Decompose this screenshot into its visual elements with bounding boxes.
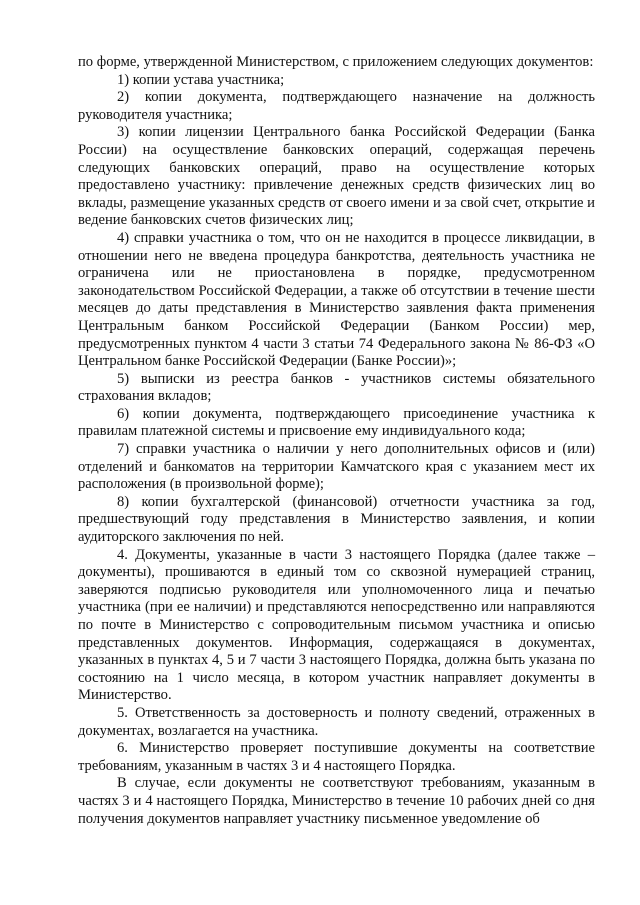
clause-4-documents: 4. Документы, указанные в части 3 настоящего Порядка (далее также – документы), прошиваются в единый том со сквозной нумерацией страниц, заверяются подписью руководителя или уполномоченного лица и печатью участника (при ее наличии) и представляются непосредственно или направляются по почте в Министерство с сопроводительным письмом участника и описью представленных документов. Информация, содержащаяся в документах, указанных в пунктах 4, 5 и 7 части 3 настоящего Порядка, должна быть указана по состоянию на 1 число месяца, в котором участник направляет документы в Министерство. bbox=[78, 546, 595, 704]
list-item-appointment-document: 2) копии документа, подтверждающего назначение на должность руководителя участника; bbox=[78, 89, 595, 123]
list-item-liquidation-certificate: 4) справки участника о том, что он не находится в процессе ликвидации, в отношении него не введена процедура банкротства, деятельность участника не ограничена или не приостановлена в порядке, предусмотренном законодательством Российской Федерации, а также об отсутствии в течение шести месяцев до даты представления в Министерство заявления факта применения Центральным банком Российской Федерации (Банком России) мер, предусмотренных пунктом 4 части 3 статьи 74 Федерального закона № 86-ФЗ «О Центральном банке Российской Федерации (Банке России)»; bbox=[78, 229, 595, 370]
list-item-payment-system-document: 6) копии документа, подтверждающего присоединение участника к правилам платежной системы и присвоение ему индивидуального кода; bbox=[78, 405, 595, 440]
clause-5-responsibility: 5. Ответственность за достоверность и полноту сведений, отраженных в документах, возлагается на участника. bbox=[78, 704, 595, 739]
list-item-financial-statements: 8) копии бухгалтерской (финансовой) отчетности участника за год, предшествующий году представления в Министерство заявления, и копии аудиторского заключения по ней. bbox=[78, 493, 595, 546]
list-item-bank-registry-extract: 5) выписки из реестра банков - участников системы обязательного страхования вкладов; bbox=[78, 370, 595, 405]
list-item-bank-license: 3) копии лицензии Центрального банка Российской Федерации (Банка России) на осуществление банковских операций, содержащая перечень следующих банковских операций, право на осуществление которых предоставлено участнику: привлечение денежных средств физических лиц во вклады, размещение указанных средств от своего имени и за свой счет, открытие и ведение банковских счетов физических лиц; bbox=[78, 124, 595, 229]
list-item-charter-copy: 1) копии устава участника; bbox=[117, 71, 285, 88]
paragraph-noncompliance: В случае, если документы не соответствуют требованиям, указанным в частях 3 и 4 настоящего Порядка, Министерство в течение 10 рабочих дней со дня получения документов направляет участнику письменное уведомление об bbox=[78, 775, 595, 827]
list-item-offices-certificate: 7) справки участника о наличии у него дополнительных офисов и (или) отделений и банкоматов на территории Камчатского края с указанием мест их расположения (в произвольной форме); bbox=[78, 441, 595, 493]
clause-6-verification: 6. Министерство проверяет поступившие документы на соответствие требованиям, указанным в частях 3 и 4 настоящего Порядка. bbox=[78, 740, 595, 774]
paragraph-continuation: по форме, утвержденной Министерством, с приложением следующих документов: bbox=[78, 54, 594, 70]
